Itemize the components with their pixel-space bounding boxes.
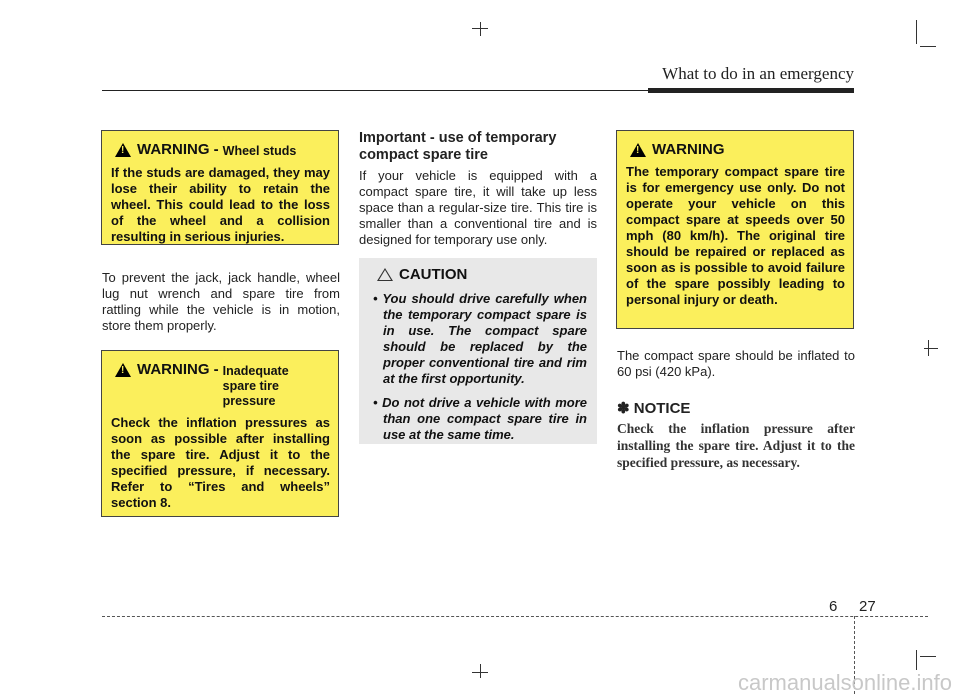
caution-item: • You should drive carefully when the temporary compact spare is in use. The compact spare should be replaced by the proper conventional tire and rim at the first opportunity.: [373, 291, 587, 386]
crop-mark: [472, 672, 488, 673]
warning-label: WARNING -: [137, 361, 219, 378]
crop-mark: [920, 46, 936, 47]
caution-label: CAUTION: [399, 266, 468, 283]
important-body: If your vehicle is equipped with a compact spare tire, it will take up less space than a regular-size tire. This tire is smaller than a conventional tire and is designed for temporary use only.: [359, 168, 597, 247]
warning-sublabel: Wheel studs: [222, 144, 297, 158]
storage-paragraph: To prevent the jack, jack handle, wheel lug nut wrench and spare tire from rattling while the vehicle is in motion, store them properly.: [102, 270, 340, 333]
warning-wheel-studs: [101, 130, 339, 245]
caution-title: [369, 266, 587, 283]
warning-icon: [115, 143, 131, 157]
chapter-number: 6: [829, 598, 838, 615]
crop-mark: [480, 22, 481, 36]
warning-title: [111, 361, 330, 409]
warning-body: The temporary compact spare tire is for emergency use only. Do not operate your vehicle on this compact spare at speeds over 50 mph (80 km/h). The original tire should be repaired or replaced as soon as is possible to avoid failure of the spare possibly leading to personal injury or death.: [626, 164, 845, 307]
crop-mark: [916, 650, 917, 670]
caution-icon: [377, 268, 393, 281]
notice-title: ✽ NOTICE: [617, 400, 691, 417]
warning-label: WARNING -: [137, 141, 219, 158]
caution-box: [359, 258, 597, 444]
crop-mark: [924, 348, 938, 349]
header-rule-accent: [648, 88, 854, 93]
warning-spare-pressure: [101, 350, 339, 517]
warning-icon: [115, 363, 131, 377]
watermark: carmanualsonline.info: [737, 670, 952, 695]
inflation-paragraph: The compact spare should be inflated to 60 psi (420 kPa).: [617, 348, 855, 379]
crop-mark: [920, 656, 936, 657]
crop-mark: [916, 20, 917, 44]
caution-list: [369, 291, 587, 443]
warning-icon: [630, 143, 646, 157]
page-number: 27: [859, 598, 876, 615]
warning-body: If the studs are damaged, they may lose their ability to retain the wheel. This could lead to the loss of the wheel and a collision resulting in serious injuries.: [111, 165, 330, 244]
warning-body: Check the inflation pressures as soon as possible after installing the spare tire. Adjust it to the specified pressure, if necessary. Refer to “Tires and wheels” section 8.: [111, 415, 330, 510]
warning-sublabel: Inadequate spare tire pressure: [222, 364, 289, 408]
warning-title: [626, 141, 845, 158]
caution-item: • Do not drive a vehicle with more than one compact spare tire in use at the same time.: [373, 395, 587, 442]
warning-label: WARNING: [652, 141, 725, 158]
warning-compact-spare: [616, 130, 854, 329]
notice-body: Check the inflation pressure after installing the spare tire. Adjust it to the specified pressure, as necessary.: [617, 421, 855, 470]
crop-mark: [480, 664, 481, 678]
section-title: What to do in an emergency: [662, 64, 854, 83]
warning-title: [111, 141, 330, 159]
footer-rule: [102, 616, 928, 617]
crop-mark: [472, 28, 488, 29]
important-heading: Important - use of temporary compact spare tire: [359, 130, 557, 163]
